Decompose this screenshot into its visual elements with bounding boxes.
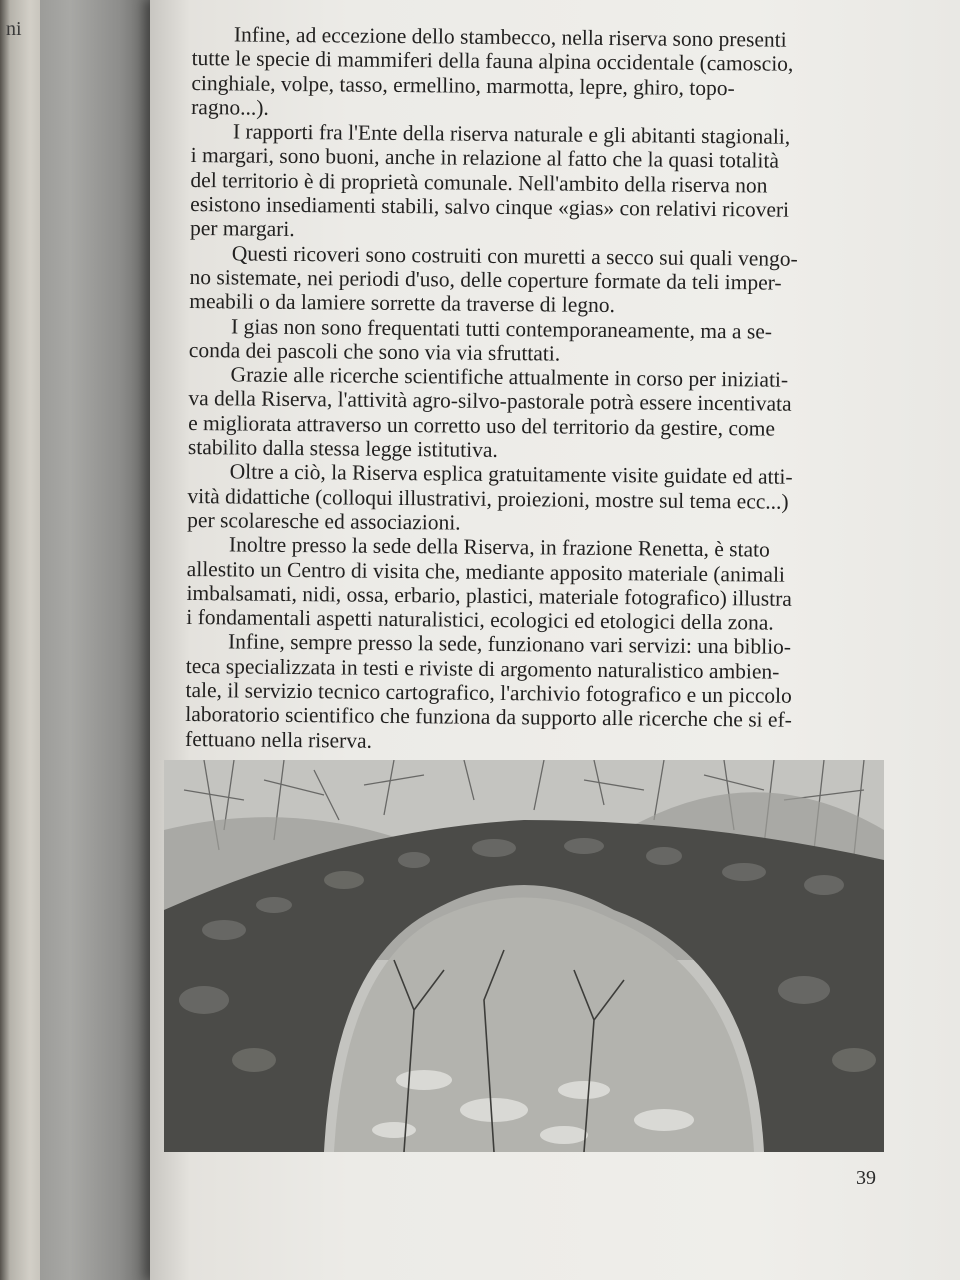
paragraph: Oltre a ciò, la Riserva esplica gratuitamente visite guidate ed atti- vità didattiche (colloqui illustrativi, proiezioni, mostre sul tema ecc...) per scolaresche ed associazioni. xyxy=(187,459,793,535)
body-text xyxy=(185,22,882,757)
book-gutter xyxy=(40,0,160,1280)
paragraph: I rapporti fra l'Ente della riserva naturale e gli abitanti stagionali, i margari, sono buoni, anche in relazione al fatto che la quasi totalità del territorio è di proprietà comunale. Nell'ambito della riserva non esistono insediamenti stabili, salvo cinque «gias» con relativi ricoveri per margari. xyxy=(189,119,791,242)
paragraph: Infine, sempre presso la sede, funzionano vari servizi: una biblio- teca specializzata in testi e riviste di argomento naturalistico ambien- tale, il servizio tecnico cartografico, l'archivio fotografico e un piccolo laboratorio scientifico che funziona da supporto alle ricerche che si ef- fettuano nella riserva. xyxy=(185,629,792,753)
paragraph: Inoltre presso la sede della Riserva, in frazione Renetta, è stato allestito un Centro di visita che, mediante apposito materiale (animali imbalsamati, nidi, ossa, erbario, plastici, materiale fotografico) illustra i fondamentali aspetti naturalistici, ecologici ed etologici della zona. xyxy=(186,532,793,635)
paragraph: Grazie alle ricerche scientifiche attualmente in corso per iniziati- va della Riserva, l'attività agro-silvo-pastorale potrà essere incentivata e migliorata attraverso un corretto uso del territorio da gestire, come stabilito dalla stessa legge istitutiva. xyxy=(187,362,792,463)
previous-page-fragment: ni xyxy=(6,18,22,40)
page-number: 39 xyxy=(856,1167,876,1189)
paragraph: I gias non sono frequentati tutti contemporaneamente, ma a se- conda dei pascoli che sono via via sfruttati. xyxy=(188,313,773,366)
stone-arch-bridge-photo xyxy=(164,760,884,1152)
photo-illustration xyxy=(164,760,884,1152)
previous-page-edge xyxy=(0,0,40,1280)
book-page xyxy=(150,0,960,1280)
paragraph: Questi ricoveri sono costruiti con muretti a secco sui quali vengo- no sistemate, nei periodi d'uso, delle coperture formate da teli imper- meabili o da lamiere sorrette da traverse di legno. xyxy=(189,241,798,318)
paragraph: Infine, ad eccezione dello stambecco, nella riserva sono presenti tutte le specie di mammiferi della fauna alpina occidentale (camoscio, cinghiale, volpe, tasso, ermellino, marmotta, lepre, ghiro, topo- ragno...). xyxy=(191,22,794,120)
